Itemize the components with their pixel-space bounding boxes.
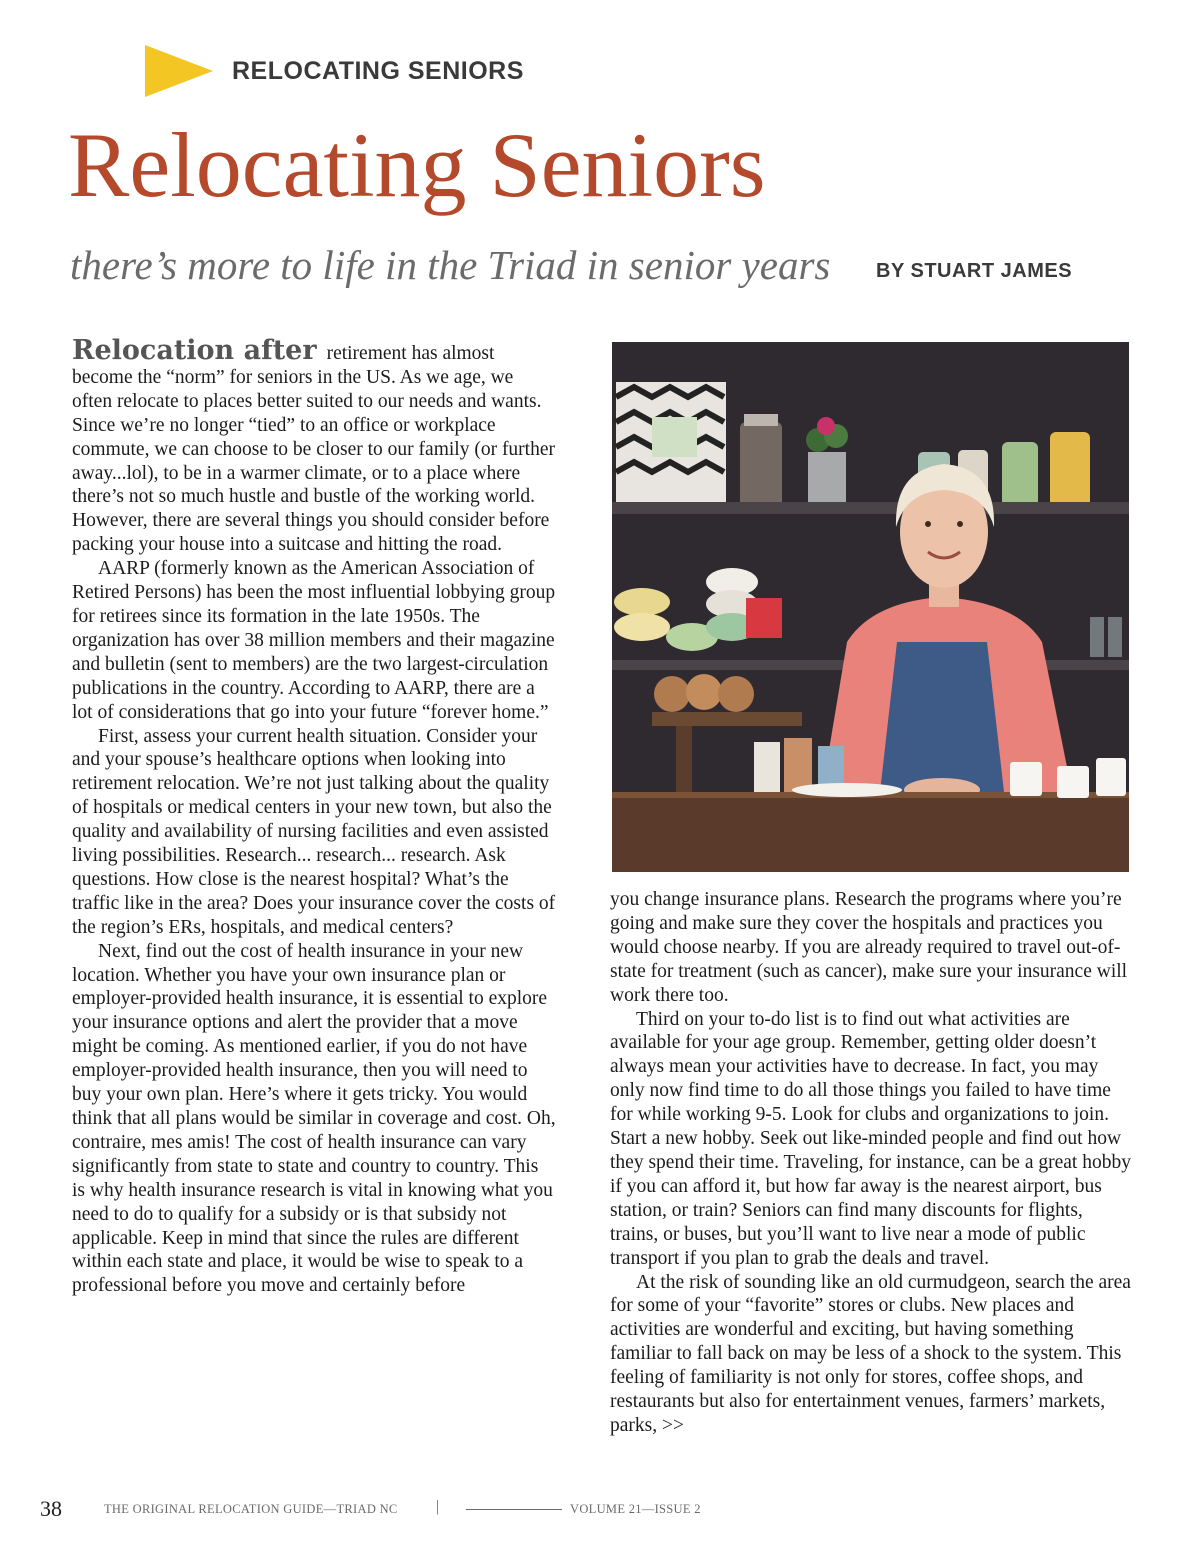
article-paragraph: At the risk of sounding like an old curmudgeon, search the area for some of your “favorite” stores or clubs. New places and activities are wonderful and exciting, but having something familiar to fall back on may be less of a shock to the system. This feeling of familiarity is not only for stores, coffee shops, and restaurants but also for entertainment venues, farmers’ markets, parks, >> (610, 1271, 1131, 1436)
volume-issue: VOLUME 21—ISSUE 2 (570, 1502, 701, 1516)
article-title: Relocating Seniors (68, 114, 766, 216)
article-paragraph: Next, find out the cost of health insurance in your new location. Whether you have your own insurance plan or employer-provided health insurance, it is essential to explore your insurance options and alert the provider that a move might be coming. As mentioned earlier, if you do not have employer-provided health insurance, then you will need to buy your own plan. Here’s where it gets tricky. You would think that all plans would be similar in coverage and cost. Oh, contraire, mes amis! The cost of health insurance can vary significantly from state to state and country to country. This is why health insurance research is vital in knowing what you need to do to qualify for a subsidy or is that subsidy not applicable. Keep in mind that since the rules are different within each state and place, it would be wise to speak to a professional before you move and certainly before (72, 940, 556, 1297)
section-arrow-icon (145, 45, 213, 97)
byline: BY STUART JAMES (876, 260, 1073, 282)
article-subtitle: there’s more to life in the Triad in senior years (70, 242, 831, 288)
paragraph-text: retirement has almost become the “norm” for seniors in the US. As we age, we often relocate to places better suited to our needs and wants. Since we’re no longer “tied” to an office or workplace commute, we can choose to be closer to our family (or further away...lol), to be in a warmer climate, or to a place where there’s not so much hustle and bustle of the working world. However, there are several things you should consider before packing your house into a suitcase and hitting the road. (72, 343, 555, 556)
article-paragraph (72, 335, 556, 557)
article-paragraph: Third on your to-do list is to find out what activities are available for your age group. Remember, getting older doesn’t always mean your activities have to decrease. In fact, you may only now find time to do all those things you failed to have time for while working 9-5. Look for clubs and organizations to join. Start a new hobby. Seek out like-minded people and find out how they spend their time. Traveling, for instance, can be a great hobby if you can afford it, but how far away is the nearest airport, bus station, or train? Seniors can find many discounts for flights, trains, or buses, but you’ll want to live near a mode of public transport if you plan to grab the deals and travel. (610, 1008, 1131, 1269)
article-paragraph: AARP (formerly known as the American Association of Retired Persons) has been the most influential lobbying group for retirees since its formation in the late 1950s. The organization has over 38 million members and their magazine and bulletin (sent to members) are the two largest-circulation publications in the country. According to AARP, there are a lot of considerations that go into your future “forever home.” (72, 558, 556, 723)
article-paragraph: First, assess your current health situation. Consider your and your spouse’s healthcare options when looking into retirement relocation. We’re not just talking about the quality of hospitals or medical centers in your new town, but also the quality and availability of nursing facilities and even assisted living possibilities. Research... research... research. Ask questions. How close is the nearest hospital? What’s the traffic like in the area? Does your insurance cover the costs of the region’s ERs, hospitals, and medical centers? (72, 725, 556, 938)
article-paragraph: you change insurance plans. Research the programs where you’re going and make sure they cover the hospitals and practices you would choose nearby. If you are already required to travel out-of-state for treatment (such as cancer), make sure your insurance will work there too. (610, 889, 1128, 1006)
lead-in: Relocation after (72, 335, 317, 366)
article-column-right (610, 888, 1134, 1438)
photo-senior-woman-icon (612, 342, 1129, 872)
footer-rule (466, 1509, 562, 1510)
page-number: 38 (40, 1496, 62, 1521)
publication-name: THE ORIGINAL RELOCATION GUIDE—TRIAD NC (104, 1502, 398, 1516)
page-footer (0, 1494, 1200, 1524)
footer-separator: | (436, 1498, 440, 1515)
section-label: RELOCATING SENIORS (232, 57, 524, 85)
article-column-left (72, 335, 556, 1298)
